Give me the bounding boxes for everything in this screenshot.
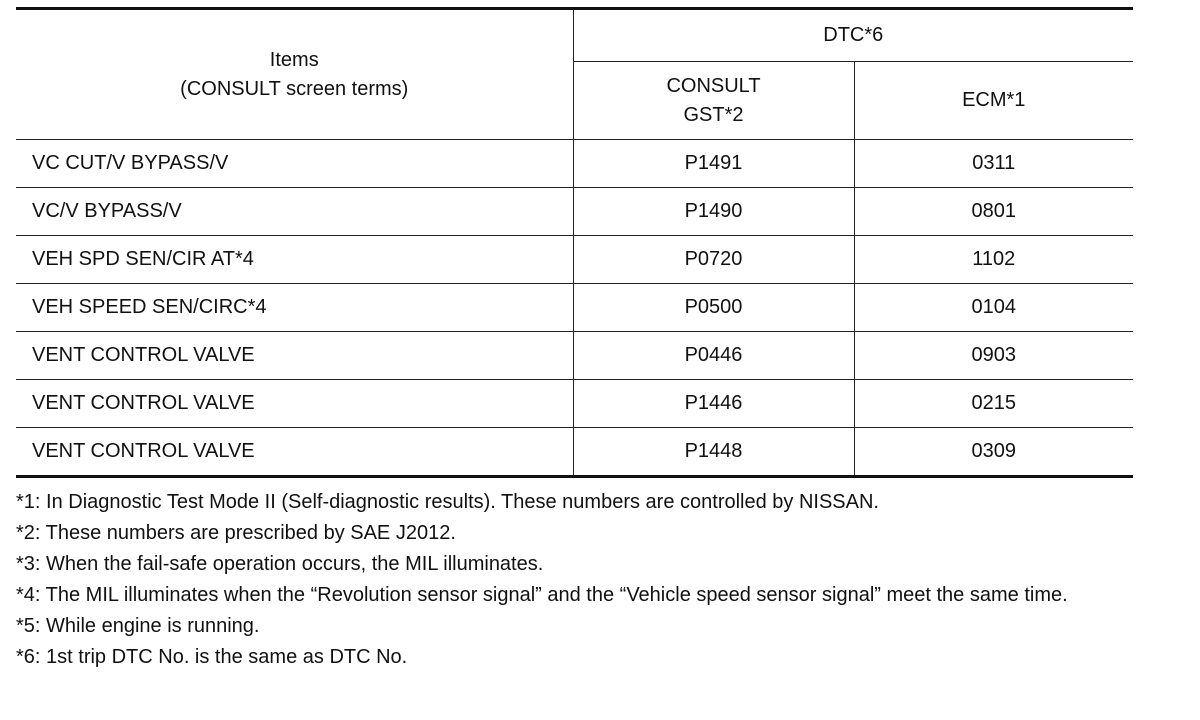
ecm-code-cell: 0903: [854, 332, 1133, 380]
header-items-subtitle: (CONSULT screen terms): [180, 77, 409, 100]
table-row: [16, 140, 1133, 188]
footnote-3: *3: When the fail-safe operation occurs, the MIL illuminates.: [16, 553, 544, 575]
table-row: [16, 236, 1133, 284]
ecm-code-cell: 0104: [854, 284, 1133, 332]
consult-code-cell: P1490: [573, 188, 854, 236]
consult-code-cell: P0720: [573, 236, 854, 284]
header-dtc: DTC*6: [573, 9, 1133, 62]
ecm-code-cell: 0311: [854, 140, 1133, 188]
table-row: [16, 332, 1133, 380]
ecm-code-cell: 1102: [854, 236, 1133, 284]
header-items-title: Items: [269, 48, 319, 71]
header-consult-label: CONSULT: [666, 74, 761, 97]
item-cell: VEH SPEED SEN/CIRC*4: [16, 284, 573, 332]
item-cell: VENT CONTROL VALVE: [16, 428, 573, 477]
item-cell: VC CUT/V BYPASS/V: [16, 140, 573, 188]
footnote-6: *6: 1st trip DTC No. is the same as DTC No.: [16, 646, 408, 668]
footnotes: [16, 490, 1196, 676]
item-cell: VENT CONTROL VALVE: [16, 332, 573, 380]
footnote-2: *2: These numbers are prescribed by SAE J2012.: [16, 522, 456, 544]
consult-code-cell: P1448: [573, 428, 854, 477]
consult-code-cell: P1446: [573, 380, 854, 428]
item-cell: VENT CONTROL VALVE: [16, 380, 573, 428]
consult-code-cell: P1491: [573, 140, 854, 188]
table-row: [16, 188, 1133, 236]
footnote-1: *1: In Diagnostic Test Mode II (Self-diagnostic results). These numbers are controlled by NISSAN.: [16, 491, 879, 513]
ecm-code-cell: 0801: [854, 188, 1133, 236]
ecm-code-cell: 0309: [854, 428, 1133, 477]
table-row: [16, 428, 1133, 477]
table-row: [16, 380, 1133, 428]
item-cell: VC/V BYPASS/V: [16, 188, 573, 236]
dtc-table: [16, 7, 1133, 478]
item-cell: VEH SPD SEN/CIR AT*4: [16, 236, 573, 284]
header-gst-label: GST*2: [683, 103, 744, 126]
footnote-4: *4: The MIL illuminates when the “Revolution sensor signal” and the “Vehicle speed sensor signal” meet the same time.: [16, 584, 1068, 606]
header-items: [16, 9, 573, 140]
footnote-5: *5: While engine is running.: [16, 615, 260, 637]
consult-code-cell: P0446: [573, 332, 854, 380]
header-ecm: ECM*1: [854, 62, 1133, 140]
ecm-code-cell: 0215: [854, 380, 1133, 428]
table-row: [16, 284, 1133, 332]
consult-code-cell: P0500: [573, 284, 854, 332]
header-consult-gst: [573, 62, 854, 140]
